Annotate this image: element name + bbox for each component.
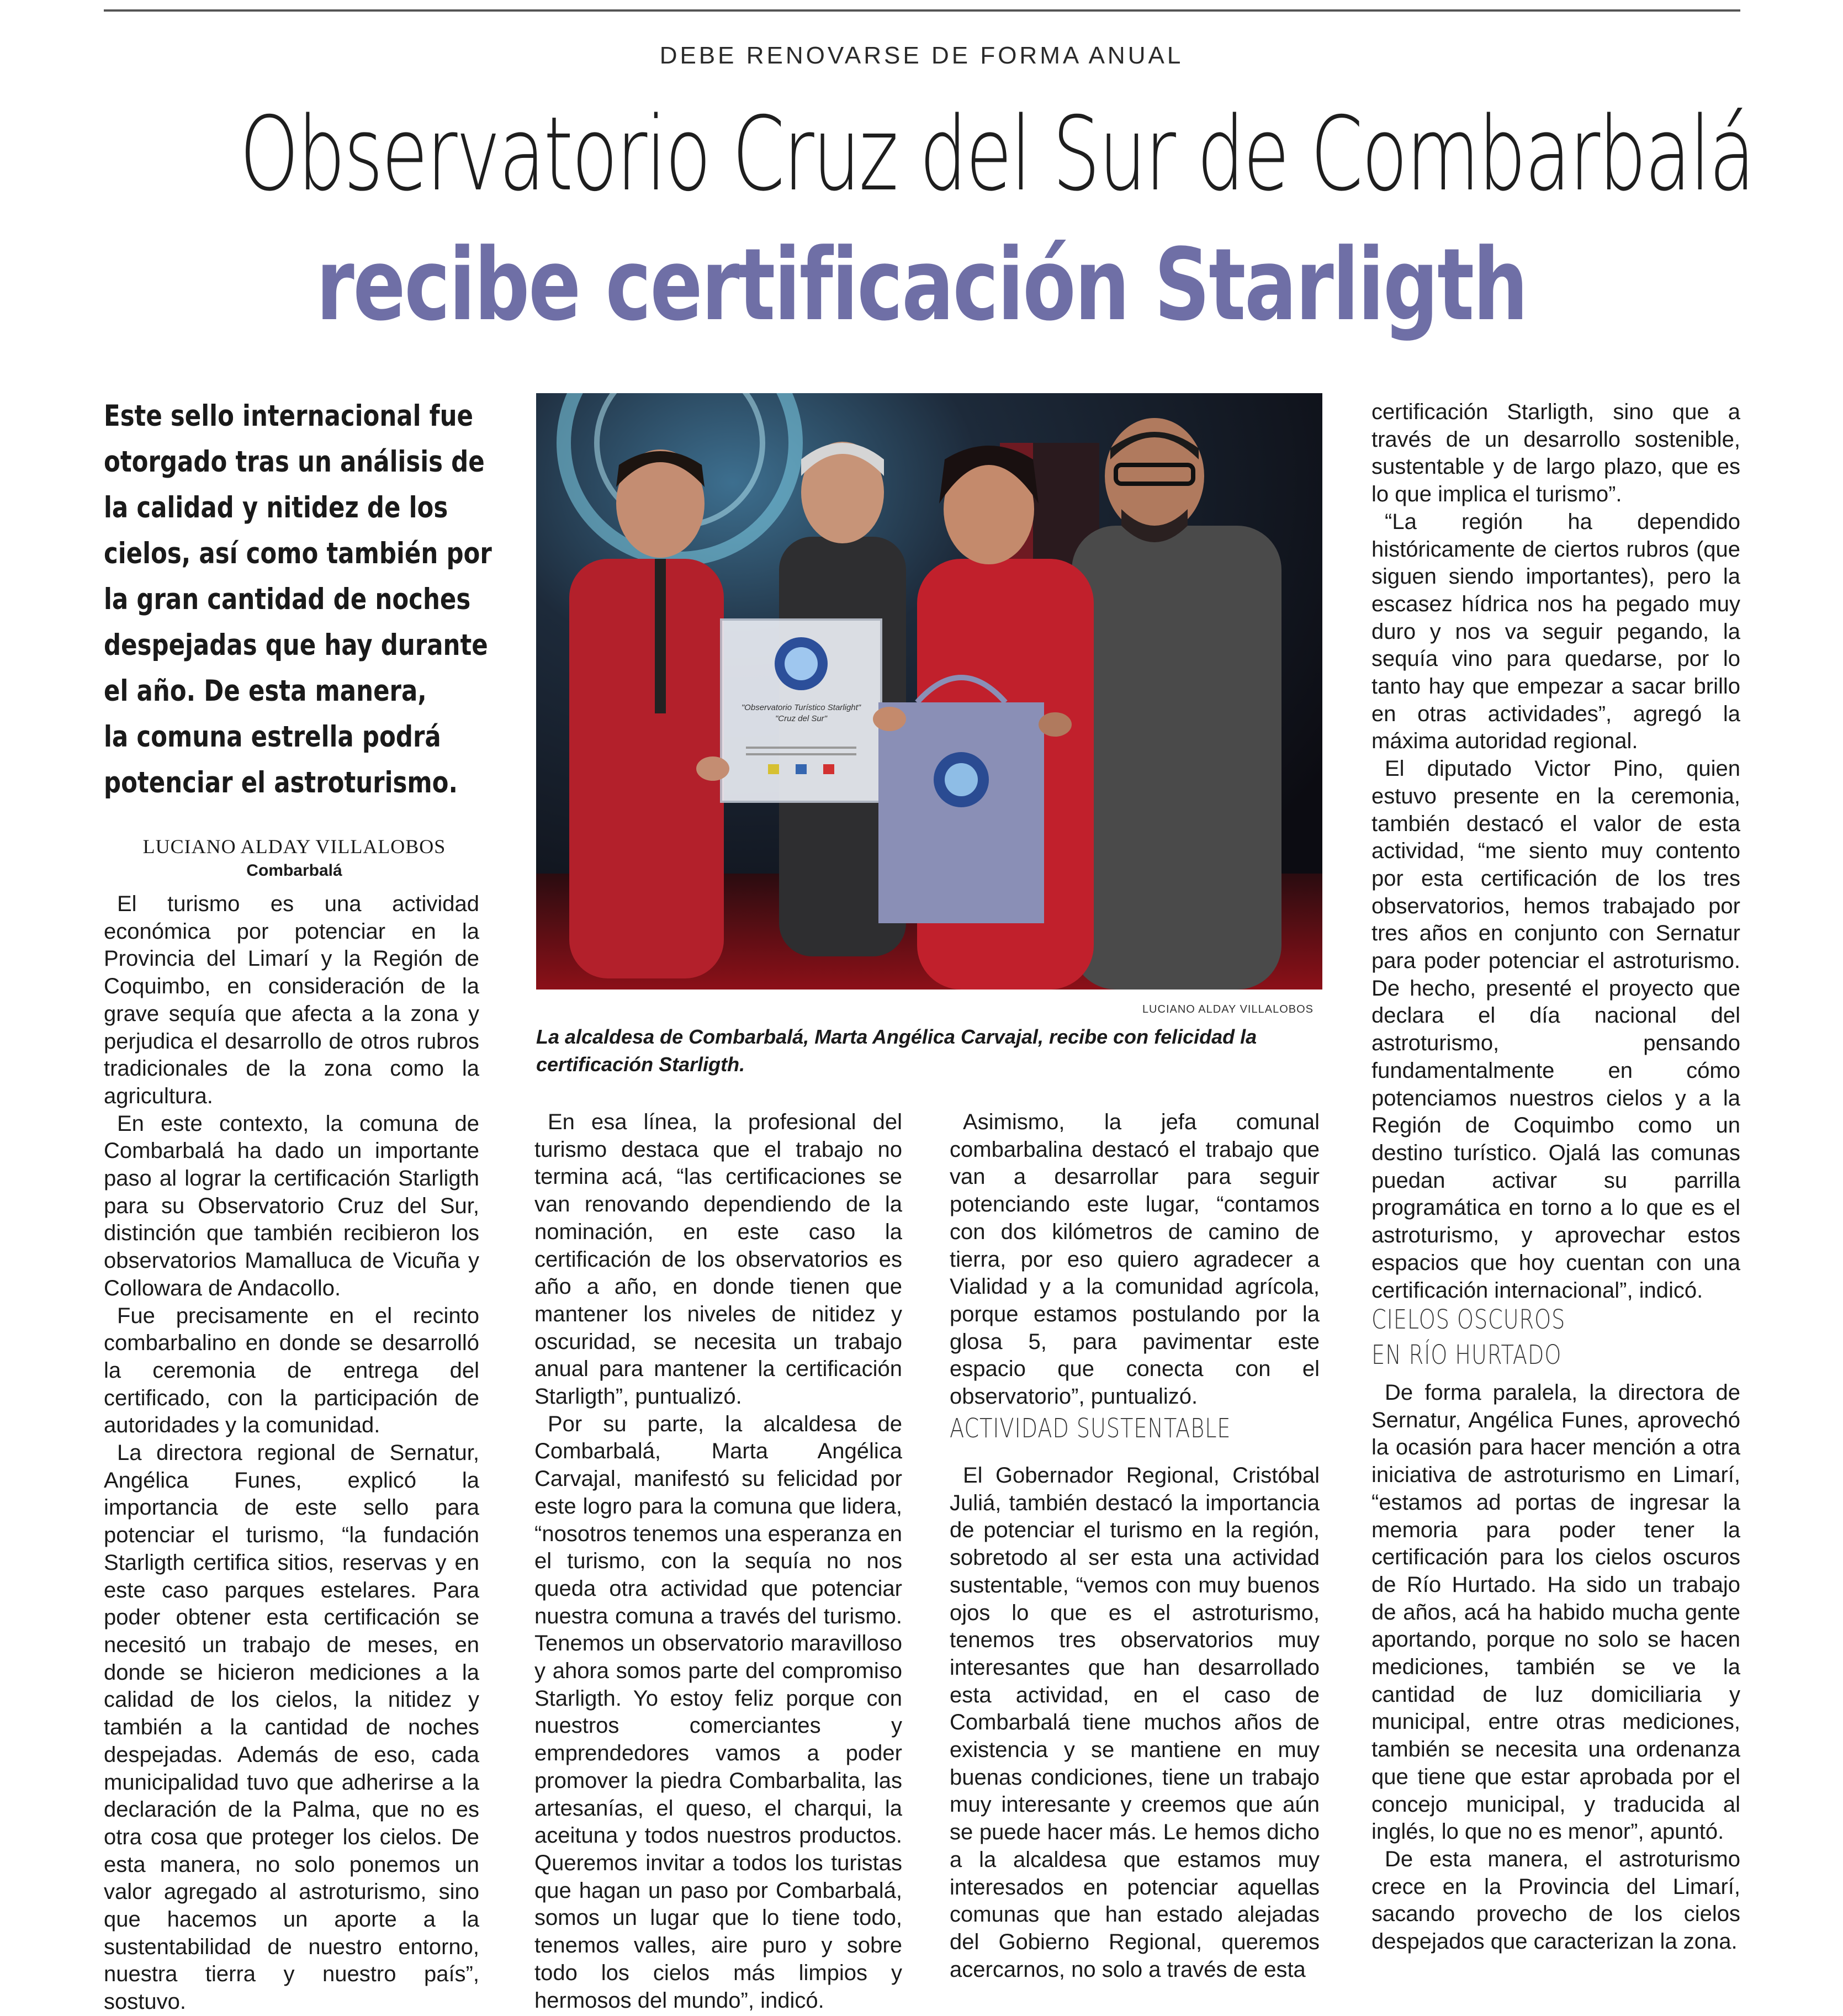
photo-caption: La alcaldesa de Combarbalá, Marta Angélica Carvajal, recibe con felicidad la certificación Starligth. [536, 1025, 1257, 1076]
lede-line: Este sello internacional fue [104, 399, 473, 433]
lede [104, 393, 492, 806]
article-column-4 [1371, 399, 1740, 1304]
lede-line: el año. De esta manera, [104, 674, 427, 708]
paragraph: En este contexto, la comuna de Combarbalá ha dado un importante paso al lograr la certificación Starligth para su Observatorio Cruz del Sur, distinción que también recibieron los observatorios Mamalluca de Vicuña y Collowara de Andacollo. [104, 1111, 479, 1300]
certificate-subtitle: "Cruz del Sur" [775, 714, 828, 723]
photo-credit: LUCIANO ALDAY VILLALOBOS [1142, 1003, 1314, 1015]
paragraph: El Gobernador Regional, Cristóbal Juliá, también destacó la importancia de potenciar el turismo en la región, sobretodo al ser esta una actividad sustentable, “vemos con muy buenos ojos lo que es el astroturismo, tenemos tres observatorios muy interesantes que han desarrollado esta actividad, en el caso de Combarbalá tiene muchos años de existencia y se mantiene en muy buenas condiciones, tiene un trabajo muy interesante y creemos que aún se puede hacer más. Le hemos dicho a la alcaldesa que estamos muy interesados en potenciar aquellas comunas que han estado alejadas del Gobierno Regional, queremos acercarnos, no solo a través de esta [950, 1463, 1320, 1982]
paragraph: De esta manera, el astroturismo crece en la Provincia del Limarí, sacando provecho de los cielos despejados que caracterizan la zona. [1371, 1846, 1740, 1954]
ceremony-photo-illustration [536, 393, 1322, 990]
subhead-line: CIELOS OSCUROS [1371, 1304, 1566, 1335]
lede-line: la comuna estrella podrá [104, 720, 441, 754]
headline-line-2: recibe certificación Starligth [316, 227, 1527, 343]
lede-line: cielos, así como también por [104, 537, 492, 570]
headline-line-1: Observatorio Cruz del Sur de Combarbalá [239, 94, 1754, 214]
paragraph: Asimismo, la jefa comunal combarbalina destacó el trabajo que van a desarrollar para seguir potenciando este lugar, “contamos con dos kilómetros de camino de tierra, por eso quiero agradecer a Vialidad y a la comunidad agrícola, porque estamos postulando por la glosa 5, para pavimentar este espacio que conecta con el observatorio”, puntualizó. [950, 1110, 1320, 1409]
paragraph: El diputado Victor Pino, quien estuvo presente en la ceremonia, también destacó el valor de esta actividad, “me siento muy contento por esta certificación de los tres observatorios, hemos trabajado por tres años en conjunto con Sernatur para poder potenciar el astroturismo. De hecho, presenté el proyecto que declara el día nacional del astroturismo, pensando fundamentalmente en cómo potenciamos nuestros cielos y a la Región de Coquimbo como un destino turístico. Ojalá las comunas puedan activar su parrilla programática en torno a lo que es el astroturismo, y aprovechar estos espacios que hoy cuentan con una certificación internacional”, indicó. [1371, 756, 1740, 1303]
paragraph: La directora regional de Sernatur, Angélica Funes, explicó la importancia de este sello para potenciar el turismo, “la fundación Starligth certifica sitios, reservas y en este caso parques estelares. Para poder obtener esta certificación se necesitó un trabajo de meses, en donde se hicieron mediciones a la calidad de los cielos, la nitidez y también a la cantidad de noches despejadas. Además de eso, cada municipalidad tuvo que adherirse a la declaración de la Palma, que no es otra cosa que proteger los cielos. De esta manera, no solo ponemos un valor agregado al astroturismo, sino que hacemos un aporte a la sustentabilidad de nuestro entorno, nuestra tierra y nuestro país”, sostuvo. [104, 1441, 479, 2014]
certificate-title: "Observatorio Turístico Starlight" [741, 703, 861, 712]
paragraph: “La región ha dependido históricamente de ciertos rubros (que siguen siendo importantes), pero la escasez hídrica nos ha pegado muy duro y nos va seguir pegando, la sequía vino para quedarse, por lo tanto hay que empezar a sacar brillo en otras actividades”, agregó la máxima autoridad regional. [1371, 509, 1740, 754]
lede-line: la gran cantidad de noches [104, 583, 471, 616]
paragraph: En esa línea, la profesional del turismo destaca que el trabajo no termina acá, “las certificaciones se van renovando dependiendo de la nominación, en este caso la certificación de los observatorios es año a año, en donde tienen que mantener los niveles de nitidez y oscuridad, se necesita un trabajo anual para mantener la certificación Starligth”, puntualizó. [534, 1110, 902, 1409]
article-column-2 [534, 1109, 902, 2014]
lede-line: potenciar el astroturismo. [104, 766, 458, 800]
lede-line: otorgado tras un análisis de [104, 445, 485, 479]
paragraph: El turismo es una actividad económica por potenciar en la Provincia del Limarí y la Región de Coquimbo, en consideración de la grave sequía que afecta a la zona y perjudica el desarrollo de otros rubros tradicionales de la zona como la agricultura. [104, 892, 479, 1108]
paragraph: certificación Starligth, sino que a través de un desarrollo sostenible, sustentable y de largo plazo, que es lo que implica el turismo”. [1371, 400, 1740, 507]
lede-line: despejadas que hay durante [104, 628, 488, 662]
article-column-4-continued [1371, 1379, 1740, 1956]
article-column-1 [104, 891, 479, 2016]
subhead-line: EN RÍO HURTADO [1371, 1340, 1562, 1371]
byline-place: Combarbalá [246, 861, 342, 880]
article-column-3 [950, 1109, 1320, 1411]
paragraph: De forma paralela, la directora de Sernatur, Angélica Funes, aprovechó la ocasión para hacer mención a otra iniciativa de astroturismo en Limarí, “estamos ad portas de ingresar la memoria para poder tener la certificación para los cielos oscuros de Río Hurtado. Ha sido un trabajo de años, acá ha habido mucha gente aportando, porque no solo se hacen mediciones, también se ve la cantidad de luz domiciliaria y municipal, entre otras mediciones, también se necesita una ordenanza que tiene que estar aprobada por el concejo municipal, y traducida al inglés, lo que no es menor”, apuntó. [1371, 1380, 1740, 1844]
paragraph: Fue precisamente en el recinto combarbalino en donde se desarrolló la ceremonia de entrega del certificado, con la participación de autoridades y la comunidad. [104, 1303, 479, 1438]
lede-line: la calidad y nitidez de los [104, 491, 448, 525]
top-rule [104, 9, 1740, 12]
ceremony-photo [536, 393, 1322, 990]
paragraph: Por su parte, la alcaldesa de Combarbalá, Marta Angélica Carvajal, manifestó su felicidad por este logro para la comuna que lidera, “nosotros tenemos una esperanza en el turismo, con la sequía no nos queda otra actividad que potenciar nuestra comuna a través del turismo. Tenemos un observatorio maravilloso y ahora somos parte del compromiso Starligth. Yo estoy feliz porque con nuestros comerciantes y emprendedores vamos a poder promover la piedra Combarbalita, las artesanías, el queso, el charqui, la aceituna y todos nuestros productos. Queremos invitar a todos los turistas que hagan un paso por Combarbalá, somos un lugar que lo tiene todo, tenemos valles, aire puro y sobre todo los cielos más limpios y hermosos del mundo”, indicó. [534, 1411, 902, 2013]
subhead-cielos-oscuros [1371, 1302, 1565, 1373]
subhead-actividad-sustentable: ACTIVIDAD SUSTENTABLE [950, 1413, 1231, 1444]
byline-author: LUCIANO ALDAY VILLALOBOS [142, 835, 446, 858]
article-column-3-continued [950, 1462, 1320, 1983]
kicker: DEBE RENOVARSE DE FORMA ANUAL [659, 42, 1184, 69]
